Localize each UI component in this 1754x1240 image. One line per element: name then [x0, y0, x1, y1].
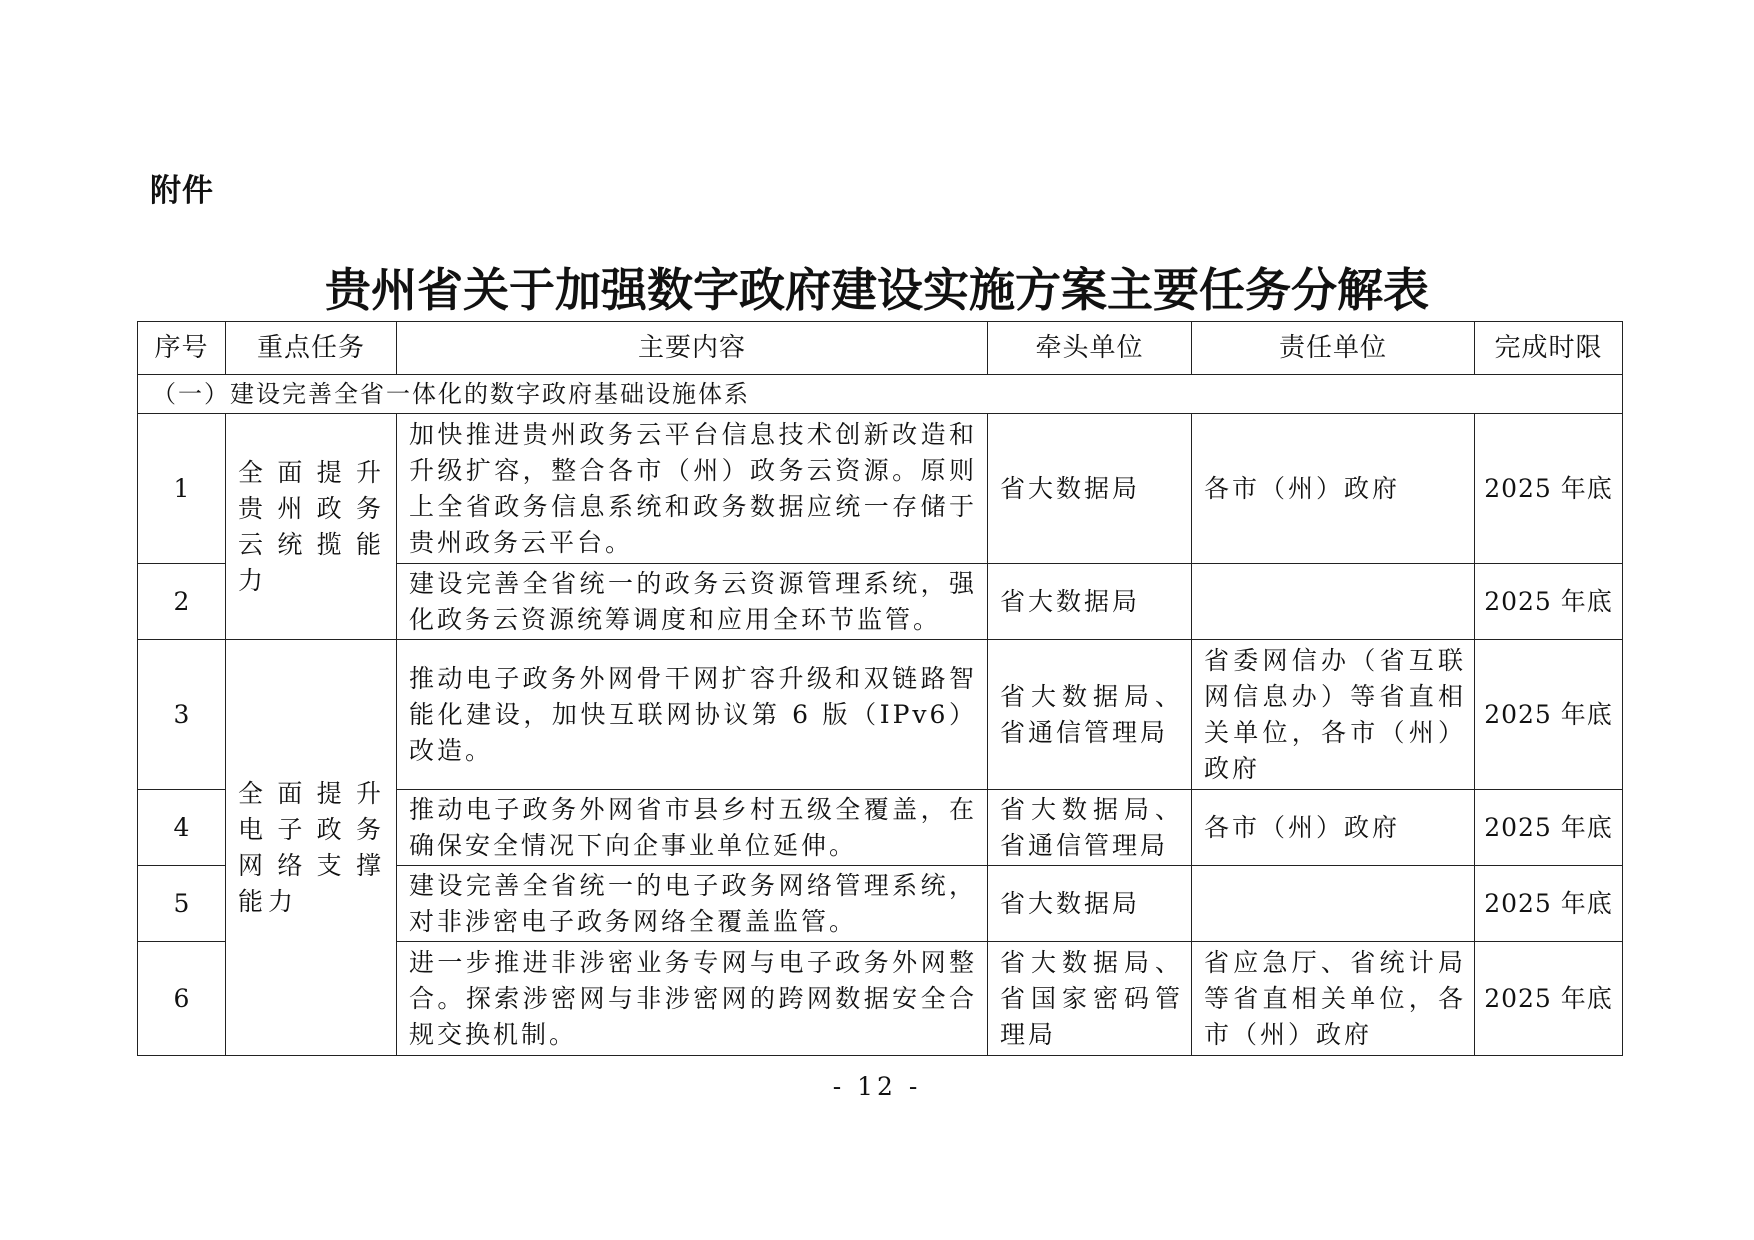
lead-unit: 省大数据局	[988, 564, 1192, 640]
deadline: 2025 年底	[1475, 866, 1623, 942]
row-number: 3	[138, 640, 226, 790]
responsible-unit: 省应急厅、省统计局等省直相关单位，各市（州）政府	[1192, 942, 1475, 1056]
lead-unit: 省大数据局	[988, 866, 1192, 942]
lead-unit: 省大数据局	[988, 414, 1192, 564]
main-content: 建设完善全省统一的政务云资源管理系统，强化政务云资源统筹调度和应用全环节监管。	[397, 564, 988, 640]
section-row	[138, 375, 1623, 414]
responsible-unit: 省委网信办（省互联网信息办）等省直相关单位，各市（州）政府	[1192, 640, 1475, 790]
document-title: 贵州省关于加强数字政府建设实施方案主要任务分解表	[325, 263, 1429, 317]
lead-unit: 省大数据局、省通信管理局	[988, 640, 1192, 790]
task-breakdown-table	[137, 321, 1623, 1056]
row-number: 5	[138, 866, 226, 942]
responsible-unit	[1192, 564, 1475, 640]
header-content: 主要内容	[397, 322, 988, 375]
header-seq: 序号	[138, 322, 226, 375]
table-header-row	[138, 322, 1623, 375]
responsible-unit: 各市（州）政府	[1192, 414, 1475, 564]
main-content: 推动电子政务外网骨干网扩容升级和双链路智能化建设，加快互联网协议第 6 版（IPv6）改造。	[397, 640, 988, 790]
header-responsible: 责任单位	[1192, 322, 1475, 375]
lead-unit: 省大数据局、省国家密码管理局	[988, 942, 1192, 1056]
row-number: 4	[138, 790, 226, 866]
main-content: 推动电子政务外网省市县乡村五级全覆盖，在确保安全情况下向企事业单位延伸。	[397, 790, 988, 866]
deadline: 2025 年底	[1475, 640, 1623, 790]
attachment-label: 附件	[150, 173, 214, 209]
key-task: 全面提升电子政务网络支撑能力	[226, 640, 397, 1056]
main-content: 进一步推进非涉密业务专网与电子政务外网整合。探索涉密网与非涉密网的跨网数据安全合规交换机制。	[397, 942, 988, 1056]
main-content: 加快推进贵州政务云平台信息技术创新改造和升级扩容，整合各市（州）政务云资源。原则上全省政务信息系统和政务数据应统一存储于贵州政务云平台。	[397, 414, 988, 564]
table-row	[138, 414, 1623, 564]
deadline: 2025 年底	[1475, 790, 1623, 866]
responsible-unit	[1192, 866, 1475, 942]
main-content: 建设完善全省统一的电子政务网络管理系统，对非涉密电子政务网络全覆盖监管。	[397, 866, 988, 942]
header-deadline: 完成时限	[1475, 322, 1623, 375]
page-number: - 12 -	[832, 1072, 922, 1101]
responsible-unit: 各市（州）政府	[1192, 790, 1475, 866]
row-number: 1	[138, 414, 226, 564]
table-row	[138, 640, 1623, 790]
row-number: 6	[138, 942, 226, 1056]
key-task: 全面提升贵州政务云统揽能力	[226, 414, 397, 640]
deadline: 2025 年底	[1475, 414, 1623, 564]
deadline: 2025 年底	[1475, 564, 1623, 640]
deadline: 2025 年底	[1475, 942, 1623, 1056]
row-number: 2	[138, 564, 226, 640]
header-task: 重点任务	[226, 322, 397, 375]
lead-unit: 省大数据局、省通信管理局	[988, 790, 1192, 866]
section-heading: （一）建设完善全省一体化的数字政府基础设施体系	[138, 375, 1623, 414]
header-lead: 牵头单位	[988, 322, 1192, 375]
